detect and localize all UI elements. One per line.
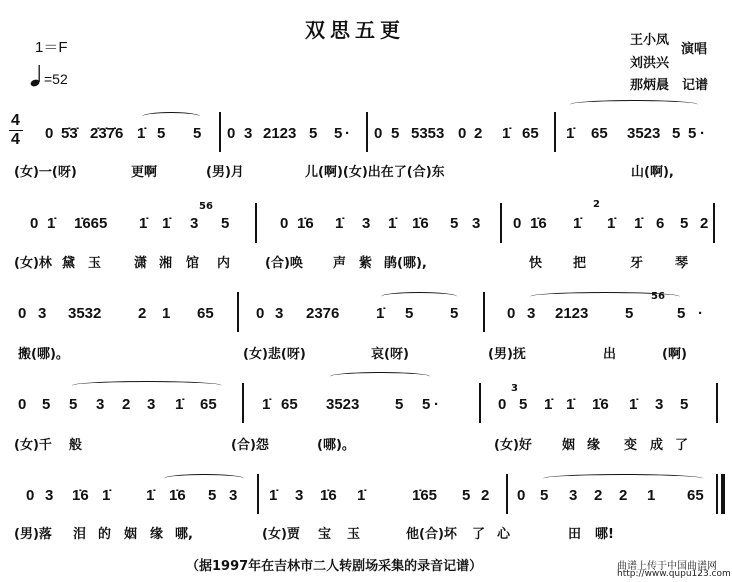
note-group: 1̇ (502, 125, 511, 142)
final-bar-line-thick (721, 474, 725, 514)
time-signature-top: 4 (11, 112, 20, 129)
bar-line (713, 203, 715, 243)
lyric: 更啊 (131, 165, 158, 180)
note-group: 1̇ (102, 487, 111, 504)
bar-line (500, 203, 502, 243)
note-group: 0 (18, 305, 27, 322)
bar-line (366, 112, 368, 152)
lyric: (女)好 (494, 438, 532, 453)
bar-line (237, 292, 239, 332)
lyric: 紫 (359, 256, 373, 271)
lyric: (女)千 (14, 438, 52, 453)
note-group: 65 (522, 125, 539, 142)
lyric: 快 (529, 256, 543, 271)
lyric: (合)怨 (231, 438, 269, 453)
note-group: 65 (281, 396, 298, 413)
bar-line (219, 112, 221, 152)
note-group: 0 (26, 487, 35, 504)
lyric: 内 (217, 256, 231, 271)
note-group: 1̇ (357, 487, 366, 504)
note-group: 3 (190, 215, 199, 232)
note-group: 2 (700, 215, 709, 232)
note-group: 2 (594, 487, 603, 504)
note-group: 65 (197, 305, 214, 322)
lyric: 了 (675, 438, 689, 453)
singing-role: 演唱 (681, 42, 708, 57)
singer-name-1: 王小凤 (630, 33, 670, 48)
note-group: 1̇ (139, 215, 148, 232)
note-group: 3 (569, 487, 578, 504)
note-group: 1̇ (335, 215, 344, 232)
note-group: 0 (507, 305, 516, 322)
slur (381, 292, 457, 301)
note-group: 3 (38, 305, 47, 322)
note-group: 1̇6 (297, 215, 314, 232)
lyric: 把 (573, 256, 587, 271)
note-group: 1̇ (47, 215, 56, 232)
note-group: 5 (672, 125, 681, 142)
lyric: 变 (624, 438, 638, 453)
note-group: 0 (458, 125, 467, 142)
note-group: 3 (275, 305, 284, 322)
note-group: 3523 (326, 396, 360, 413)
note-group: 2 (481, 487, 490, 504)
note-group: 1̇ (566, 125, 575, 142)
note-group: 5 (680, 396, 689, 413)
bar-line (242, 383, 244, 423)
bar-line (255, 203, 257, 243)
note-group: 1̇6 (412, 215, 429, 232)
note-group: 3 (295, 487, 304, 504)
note-group: · (698, 305, 703, 322)
source-note: （据1997年在吉林市二人转剧场采集的录音记谱） (186, 559, 483, 574)
note-group: 3 (362, 215, 371, 232)
lyric: (男)月 (206, 165, 244, 180)
lyric: 泪 (73, 527, 87, 542)
note-group: 5 (688, 125, 697, 142)
note-group: 0 (227, 125, 236, 142)
note-group: 1̇ (573, 215, 582, 232)
note-group: 2 (474, 125, 483, 142)
lyric: 哀(呀) (371, 347, 409, 362)
lyric: (女)一(呀) (14, 165, 77, 180)
note-group: 65 (200, 396, 217, 413)
lyric: 琴 (675, 256, 689, 271)
grace-note: 3 (511, 383, 518, 394)
final-bar-line-thin (716, 474, 718, 514)
note-group: 2 (122, 396, 131, 413)
note-group: 1̇665 (74, 215, 108, 232)
note-group: 1̇ (175, 396, 184, 413)
slur (543, 474, 703, 483)
note-group: 5 (42, 396, 51, 413)
note-group: 3 (96, 396, 105, 413)
bar-line (554, 112, 556, 152)
note-group: 1̇6 (320, 487, 337, 504)
note-group: 0 (280, 215, 289, 232)
lyric: (女)林 (14, 256, 52, 271)
lyric: 的 (98, 527, 112, 542)
note-group: 0 (45, 125, 54, 142)
tempo-marking: =52 (44, 71, 68, 87)
lyric: 声 (333, 256, 347, 271)
lyric: 了 (472, 527, 486, 542)
note-group: 5 (540, 487, 549, 504)
bar-line (483, 292, 485, 332)
lyric: 他(合)坏 (406, 527, 457, 542)
note-group: 1̇6 (169, 487, 186, 504)
note-group: 1̇ (629, 396, 638, 413)
note-group: 5 (309, 125, 318, 142)
lyric: 玉 (347, 527, 361, 542)
note-group: · (434, 396, 439, 413)
note-group: 1 (647, 487, 656, 504)
note-group: 5 (450, 215, 459, 232)
bar-line (506, 474, 508, 514)
lyric: (合)唤 (265, 256, 303, 271)
lyric: 哪! (595, 527, 614, 542)
note-group: 3523 (627, 125, 661, 142)
lyric: 鹃(哪), (384, 256, 427, 271)
note-group: 5 (450, 305, 459, 322)
lyric: 宝 (318, 527, 332, 542)
note-group: 5353 (411, 125, 445, 142)
note-group: 2123 (555, 305, 589, 322)
note-group: 1̇ (388, 215, 397, 232)
note-group: 1̇ (634, 215, 643, 232)
lyric: 缘 (587, 438, 601, 453)
lyric: (男)落 (14, 527, 52, 542)
lyric: 玉 (88, 256, 102, 271)
lyric: (女)悲(呀) (243, 347, 306, 362)
note-group: 1̇6 (592, 396, 609, 413)
lyric: 牙 (630, 256, 644, 271)
slur (530, 292, 680, 301)
lyric: 成 (650, 438, 664, 453)
note-group: 1̇ (269, 487, 278, 504)
lyric: 馆 (186, 256, 200, 271)
note-group: 5 (193, 125, 202, 142)
note-group: 5 (422, 396, 431, 413)
note-group: 3 (655, 396, 664, 413)
bar-line (257, 474, 259, 514)
note-group: 5 (519, 396, 528, 413)
note-group: 3 (244, 125, 253, 142)
note-group: 5 (391, 125, 400, 142)
note-group: 6 (656, 215, 665, 232)
note-group: 1̇ (376, 305, 385, 322)
note-group: 3 (147, 396, 156, 413)
note-group: 3532 (68, 305, 102, 322)
transcriber-name: 那炳晨 (630, 78, 670, 93)
note-group: 1̇ (146, 487, 155, 504)
note-group: 0 (498, 396, 507, 413)
note-group: 0 (30, 215, 39, 232)
lyric: (哪)。 (317, 438, 355, 453)
note-group: 5 (208, 487, 217, 504)
lyric: 般 (69, 438, 83, 453)
bar-line (716, 383, 718, 423)
lyric: 潇 (134, 256, 148, 271)
note-group: 0 (256, 305, 265, 322)
lyric: 姻 (124, 527, 138, 542)
note-group: 5 (221, 215, 230, 232)
note-group: · (700, 125, 705, 142)
score-title: 双思五更 (305, 18, 405, 42)
note-group: 5 (157, 125, 166, 142)
slur (142, 112, 200, 121)
note-group: 0 (18, 396, 27, 413)
note-group: 1̇ (544, 396, 553, 413)
grace-note: 56 (199, 201, 213, 212)
quarter-note-icon (30, 62, 44, 88)
lyric: 湘 (159, 256, 173, 271)
key-signature: 1＝F (35, 39, 68, 56)
lyric: 田 (568, 527, 582, 542)
note-group: 1̇ (162, 215, 171, 232)
note-group: 1̇ (607, 215, 616, 232)
note-group: 2376 (306, 305, 340, 322)
note-group: 1̇6 (530, 215, 547, 232)
note-group: 3 (472, 215, 481, 232)
note-group: 5 (405, 305, 414, 322)
lyric: (男)抚 (488, 347, 526, 362)
slur (72, 381, 222, 390)
note-group: 1̇ (137, 125, 146, 142)
note-group: 5 (677, 305, 686, 322)
note-group: 5̇3̇ (61, 125, 78, 142)
note-group: 5 (462, 487, 471, 504)
lyric: 搬(哪)。 (18, 347, 69, 362)
lyric: (啊) (662, 347, 687, 362)
note-group: 5 (69, 396, 78, 413)
note-group: 1̇65 (412, 487, 438, 504)
note-group: 0 (374, 125, 383, 142)
lyric: 黛 (62, 256, 76, 271)
grace-note: 56 (651, 291, 665, 302)
note-group: 3 (229, 487, 238, 504)
note-group: 65 (591, 125, 608, 142)
note-group: 3 (527, 305, 536, 322)
grace-note: 2 (593, 199, 600, 210)
note-group: · (345, 125, 350, 142)
lyric: 缘 (150, 527, 164, 542)
note-group: 0 (513, 215, 522, 232)
note-group: 1 (162, 305, 171, 322)
note-group: 0 (517, 487, 526, 504)
lyric: 出 (603, 347, 617, 362)
note-group: 5 (680, 215, 689, 232)
bar-line (479, 383, 481, 423)
slur (164, 474, 244, 483)
lyric: 姻 (562, 438, 576, 453)
note-group: 5 (334, 125, 343, 142)
watermark-title: 曲谱上传于中国曲谱网 (617, 561, 717, 572)
slur (330, 372, 430, 381)
note-group: 2 (619, 487, 628, 504)
note-group: 5 (625, 305, 634, 322)
note-group: 2̇3̇7̇6 (90, 125, 124, 142)
note-group: 1̇6 (72, 487, 89, 504)
note-group: 1̇ (566, 396, 575, 413)
lyric: 儿(啊)(女)出在了(合)东 (305, 165, 445, 180)
transcribing-role: 记谱 (682, 78, 709, 93)
time-signature-bottom: 4 (11, 131, 20, 148)
note-group: 2123 (263, 125, 297, 142)
lyric: 哪, (175, 527, 193, 542)
lyric: 山(啊), (631, 165, 674, 180)
watermark-url: http://www.qupu123.com (617, 569, 731, 579)
singer-name-2: 刘洪兴 (630, 56, 670, 71)
note-group: 3 (45, 487, 54, 504)
note-group: 5 (395, 396, 404, 413)
lyric: (女)贾 (262, 527, 300, 542)
lyric: 心 (497, 527, 511, 542)
note-group: 65 (687, 487, 704, 504)
note-group: 1̇ (262, 396, 271, 413)
note-group: 2 (138, 305, 147, 322)
slur (570, 100, 698, 109)
